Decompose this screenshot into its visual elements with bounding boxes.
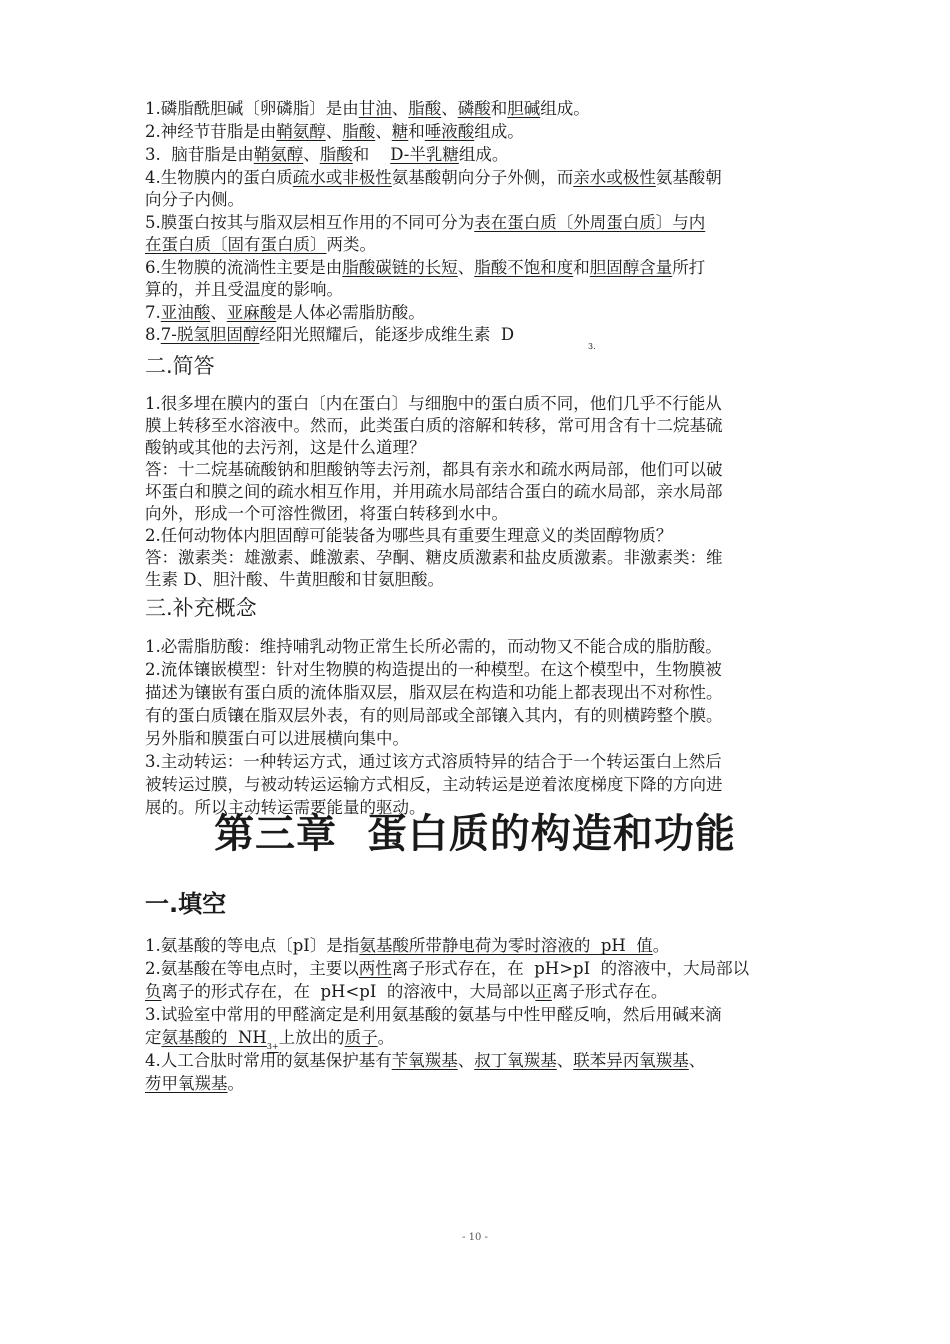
concept-3-line-2: 被转运过膜，与被动转运运输方式相反，主动转运是逆着浓度梯度下降的方向进 (145, 775, 723, 794)
question-1-line-1: 1.很多埋在膜内的蛋白〔内在蛋白〕与细胞中的蛋白质不同，他们几乎不行能从 (145, 394, 722, 413)
text: 和 (573, 258, 590, 277)
answer: 亚油酸 (160, 303, 211, 322)
answer: 亚麻酸 (226, 303, 277, 322)
answer-2-line-1: 答：激素类：雄激素、雌激素、孕酮、糖皮质激素和盐皮质激素。非激素类：维 (145, 548, 723, 567)
text: 4.生物膜内的蛋白质 (145, 168, 293, 187)
answer-subscript: 3+ (266, 1042, 279, 1051)
answer: 脂酸碳链的长短 (342, 258, 458, 277)
answer-1-line-2: 坏蛋白和膜之间的疏水相互作用，并用疏水局部结合蛋白的疏水局部，亲水局部 (145, 482, 723, 501)
answer: 表在蛋白质〔外周蛋白质〕与内 (474, 213, 706, 232)
answer: 脂酸不饱和度 (474, 258, 574, 277)
text: 5.膜蛋白按其与脂双层相互作用的不同可分为 (145, 213, 475, 232)
text: 6.生物膜的流淌性主要是由 (145, 258, 343, 277)
text: 和 (490, 99, 508, 118)
text: 上放出的 (278, 1028, 345, 1047)
text: 、 (457, 258, 475, 277)
text: 1.氨基酸的等电点〔pI〕是指 (145, 936, 360, 955)
text: 所打 (672, 258, 706, 277)
text: 组成。 (474, 122, 524, 141)
answer: 磷酸 (457, 99, 491, 118)
answer: 负 (145, 982, 162, 1001)
fill-q-4 (145, 1050, 705, 1072)
fill-item-1 (145, 98, 590, 120)
text: 组成。 (540, 99, 590, 118)
answer: 唾液酸 (424, 122, 475, 141)
text: 经阳光照耀后，能逐步成维生素 D (259, 325, 515, 344)
fill-item-5 (145, 212, 705, 234)
text: 离子形式存在，在 pH>pI 的溶液中，大局部以 (391, 959, 750, 978)
fill-q-2 (145, 958, 749, 980)
concept-1: 1.必需脂肪酸：维持哺乳动物正常生长所必需的，而动物又不能合成的脂肪酸。 (145, 637, 722, 656)
fill-item-4-cont: 向分子内侧。 (145, 190, 244, 209)
page-number: - 10 - (462, 1232, 488, 1243)
answer: 鞘氨醇 (253, 145, 304, 164)
answer: 在蛋白质〔固有蛋白质〕 (145, 235, 327, 254)
concept-3-line-3: 展的。所以主动转运需要能量的驱动。 (145, 798, 426, 817)
section-heading-fill-in: 一.填空 (145, 890, 227, 918)
fill-item-6-cont: 算的，并且受温度的影响。 (145, 280, 343, 299)
answer: 胆固醇含量 (589, 258, 673, 277)
text: 和 (352, 145, 391, 164)
answer-1-line-3: 向外，形成一个可溶性微团，将蛋白转移到水中。 (145, 504, 508, 523)
text: 、 (375, 122, 392, 141)
text: 、 (325, 122, 343, 141)
text: 离子形式存在。 (551, 982, 668, 1001)
section-heading-concepts: 三.补充概念 (145, 596, 257, 620)
answer: D-半乳糖 (390, 145, 459, 164)
concept-2-line-1: 2.流体镶嵌模型：针对生物膜的构造提出的一种模型。在这个模型中，生物膜被 (145, 660, 722, 679)
answer: 联苯异丙氧羰基 (573, 1051, 689, 1070)
text: 4.人工合肽时常用的氨基保护基有 (145, 1051, 392, 1070)
concept-3-line-1: 3.主动转运：一种转运方式，通过该方式溶质特异的结合于一个转运蛋白上然后 (145, 752, 722, 771)
fill-item-3 (145, 144, 508, 166)
text: 离子的形式存在，在 pH<pI 的溶液中，大局部以 (161, 982, 536, 1001)
fill-item-8 (145, 324, 514, 346)
answer: 氨基酸的 NH (161, 1028, 267, 1047)
fill-item-2 (145, 121, 524, 143)
answer: 脂酸 (342, 122, 376, 141)
answer: 甘油 (358, 99, 392, 118)
text: 、 (441, 99, 458, 118)
text: 、 (303, 145, 320, 164)
text: 是人体必需脂肪酸。 (276, 303, 425, 322)
answer: 叔丁氧羰基 (474, 1051, 557, 1070)
text: 1.磷脂酰胆碱〔卵磷脂〕是由 (145, 99, 359, 118)
text: 、 (457, 1051, 475, 1070)
answer: 正 (535, 982, 552, 1001)
answer: 芴甲氧羰基 (145, 1074, 228, 1093)
answer: 脂酸 (319, 145, 353, 164)
text: 、 (391, 99, 409, 118)
concept-2-line-2: 描述为镶嵌有蛋白质的流体脂双层，脂双层在构造和功能上都表现出不对称性。 (145, 683, 723, 702)
fill-q-1 (145, 935, 669, 957)
text: 定 (145, 1028, 162, 1047)
text: 、 (556, 1051, 574, 1070)
section-heading-short-answer: 二.简答 (145, 354, 215, 378)
answer: 苄氧羰基 (391, 1051, 458, 1070)
fill-item-7 (145, 302, 425, 324)
answer: 疏水或非极性 (292, 168, 392, 187)
answer: 7-脱氢胆固醇 (160, 325, 260, 344)
text: 和 (408, 122, 425, 141)
text: 。 (652, 936, 670, 955)
question-1-line-3: 酸钠或其他的去污剂，这是什么道理？ (145, 438, 426, 457)
answer-1-line-1: 答：十二烷基硫酸钠和胆酸钠等去污剂，都具有亲水和疏水两局部，他们可以破 (145, 460, 723, 479)
answer: 两性 (358, 959, 392, 978)
question-1-line-2: 膜上转移至水溶液中。然而，此类蛋白质的溶解和转移，常可用含有十二烷基硫 (145, 416, 723, 435)
fill-q-4-cont (145, 1073, 244, 1095)
answer: 糖 (391, 122, 409, 141)
question-2: 2.任何动物体内胆固醇可能装备为哪些具有重要生理意义的类固醇物质？ (145, 526, 673, 545)
text: 。 (227, 1074, 244, 1093)
text: 7. (145, 303, 161, 322)
answer: 鞘氨醇 (276, 122, 326, 141)
fill-q-3: 3.试验室中常用的甲醛滴定是利用氨基酸的氨基与中性甲醛反响，然后用碱来滴 (145, 1005, 722, 1024)
text: 组成。 (458, 145, 509, 164)
text: 8. (145, 325, 161, 344)
concept-2-line-4: 另外脂和膜蛋白可以进展横向集中。 (145, 729, 409, 748)
text: 、 (688, 1051, 706, 1070)
text: 3. 脑苷脂是由 (145, 145, 254, 164)
text: 氨基酸朝向分子外侧，而 (391, 168, 574, 187)
answer: 亲水或极性 (573, 168, 656, 187)
chapter-title: 第三章 蛋白质的构造和功能 (214, 811, 736, 857)
fill-q-2-cont (145, 981, 667, 1003)
answer: 质子 (344, 1028, 378, 1047)
fill-item-6 (145, 257, 705, 279)
answer: 氨基酸所带静电荷为零时溶液的 pH 值 (359, 936, 653, 955)
text: 。 (377, 1028, 395, 1047)
subscript-3: 3. (588, 342, 596, 351)
answer-2-line-2: 生素 D、胆汁酸、牛黄胆酸和甘氨胆酸。 (145, 570, 444, 589)
text: 、 (210, 303, 227, 322)
fill-item-5-cont (145, 234, 376, 256)
fill-item-4 (145, 167, 722, 189)
answer: 胆碱 (507, 99, 541, 118)
text: 两类。 (326, 235, 376, 254)
text: 氨基酸朝 (655, 168, 722, 187)
text: 2.神经节苷脂是由 (145, 122, 277, 141)
answer: 脂酸 (408, 99, 442, 118)
text: 2.氨基酸在等电点时，主要以 (145, 959, 359, 978)
concept-2-line-3: 有的蛋白质镶在脂双层外表，有的则局部或全部镶入其内，有的则横跨整个膜。 (145, 706, 723, 725)
